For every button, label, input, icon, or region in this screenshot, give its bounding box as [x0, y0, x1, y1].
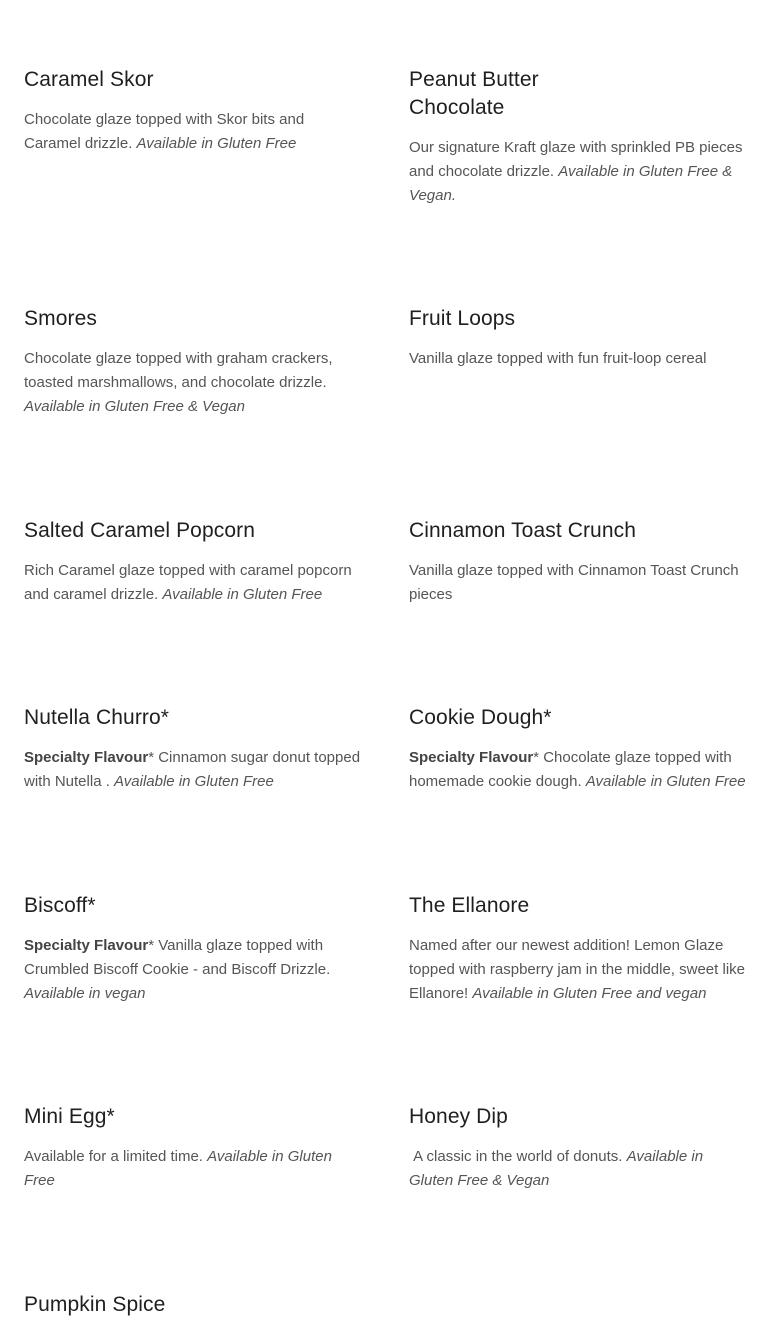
- availability-note: Available in Gluten Free and vegan: [472, 985, 707, 1002]
- availability-note: Available in Gluten Free & Vegan.: [409, 163, 733, 204]
- availability-note: Available in Gluten Free: [585, 773, 746, 790]
- availability-note: Available in Gluten Free: [162, 586, 323, 603]
- item-title: Peanut Butter Chocolate: [409, 68, 539, 119]
- menu-item-mini-egg: [24, 1103, 364, 1193]
- menu-item-nutella-churro: [24, 704, 364, 794]
- menu-item-peanut-butter-chocolate: [409, 66, 749, 208]
- specialty-label: Specialty Flavour: [24, 937, 149, 954]
- menu-item-salted-caramel-popcorn: [24, 517, 364, 607]
- availability-note: Available in Gluten Free: [136, 135, 297, 152]
- menu-item-fruit-loops: [409, 305, 749, 371]
- item-title: Honey Dip: [409, 1105, 508, 1128]
- menu-item-cinnamon-toast-crunch: [409, 517, 749, 607]
- item-description: Named after our newest addition! Lemon Glaze topped with raspberry jam in the middle, sweet like Ellanore! Available in Gluten Free and vegan: [409, 937, 745, 1002]
- menu-item-smores: [24, 305, 364, 419]
- item-description: Vanilla glaze topped with fun fruit-loop cereal: [409, 350, 707, 367]
- menu-item-honey-dip: [409, 1103, 749, 1193]
- menu-item-biscoff: [24, 892, 364, 1006]
- item-title: Biscoff*: [24, 894, 96, 917]
- item-title: Cookie Dough*: [409, 706, 552, 729]
- item-description: Vanilla glaze topped with Cinnamon Toast Crunch pieces: [409, 562, 739, 603]
- menu-item-pumpkin-spice: [24, 1291, 364, 1319]
- item-description: Our signature Kraft glaze with sprinkled PB pieces and chocolate drizzle. Available in Gluten Free & Vegan.: [409, 139, 743, 204]
- availability-note: Available in Gluten Free & Vegan: [24, 398, 245, 415]
- item-title: Nutella Churro*: [24, 706, 170, 729]
- menu-item-the-ellanore: [409, 892, 749, 1006]
- availability-note: Available in Gluten Free: [114, 773, 274, 790]
- item-description: Rich Caramel glaze topped with caramel popcorn and caramel drizzle. Available in Gluten Free: [24, 562, 352, 603]
- item-description: Available for a limited time. Available in Gluten Free: [24, 1148, 332, 1189]
- item-title: Cinnamon Toast Crunch: [409, 519, 636, 542]
- item-description: Specialty Flavour* Cinnamon sugar donut topped with Nutella . Available in Gluten Free: [24, 749, 361, 790]
- availability-note: Available in Gluten Free & Vegan: [409, 1148, 704, 1189]
- specialty-label: Specialty Flavour: [409, 749, 534, 766]
- item-title: Salted Caramel Popcorn: [24, 519, 255, 542]
- item-description: Specialty Flavour* Vanilla glaze topped with Crumbled Biscoff Cookie - and Biscoff Drizzle. Available in vegan: [24, 937, 331, 1002]
- item-title: Pumpkin Spice: [24, 1293, 166, 1316]
- menu-item-caramel-skor: [24, 66, 364, 156]
- item-description: Chocolate glaze topped with Skor bits and Caramel drizzle. Available in Gluten Free: [24, 111, 305, 152]
- item-title: The Ellanore: [409, 894, 530, 917]
- item-description: Specialty Flavour* Chocolate glaze topped with homemade cookie dough. Available in Gluten Free: [409, 749, 746, 790]
- item-title: Mini Egg*: [24, 1105, 115, 1128]
- menu-item-cookie-dough: [409, 704, 754, 794]
- item-title: Fruit Loops: [409, 307, 516, 330]
- item-title: Smores: [24, 307, 97, 330]
- specialty-label: Specialty Flavour: [24, 749, 149, 766]
- item-description: A classic in the world of donuts. Available in Gluten Free & Vegan: [409, 1148, 704, 1189]
- availability-note: Available in Gluten Free: [24, 1148, 332, 1189]
- availability-note: Available in vegan: [24, 985, 146, 1002]
- item-title: Caramel Skor: [24, 68, 154, 91]
- item-description: Chocolate glaze topped with graham crackers, toasted marshmallows, and chocolate drizzle. Available in Gluten Free & Vegan: [24, 350, 333, 415]
